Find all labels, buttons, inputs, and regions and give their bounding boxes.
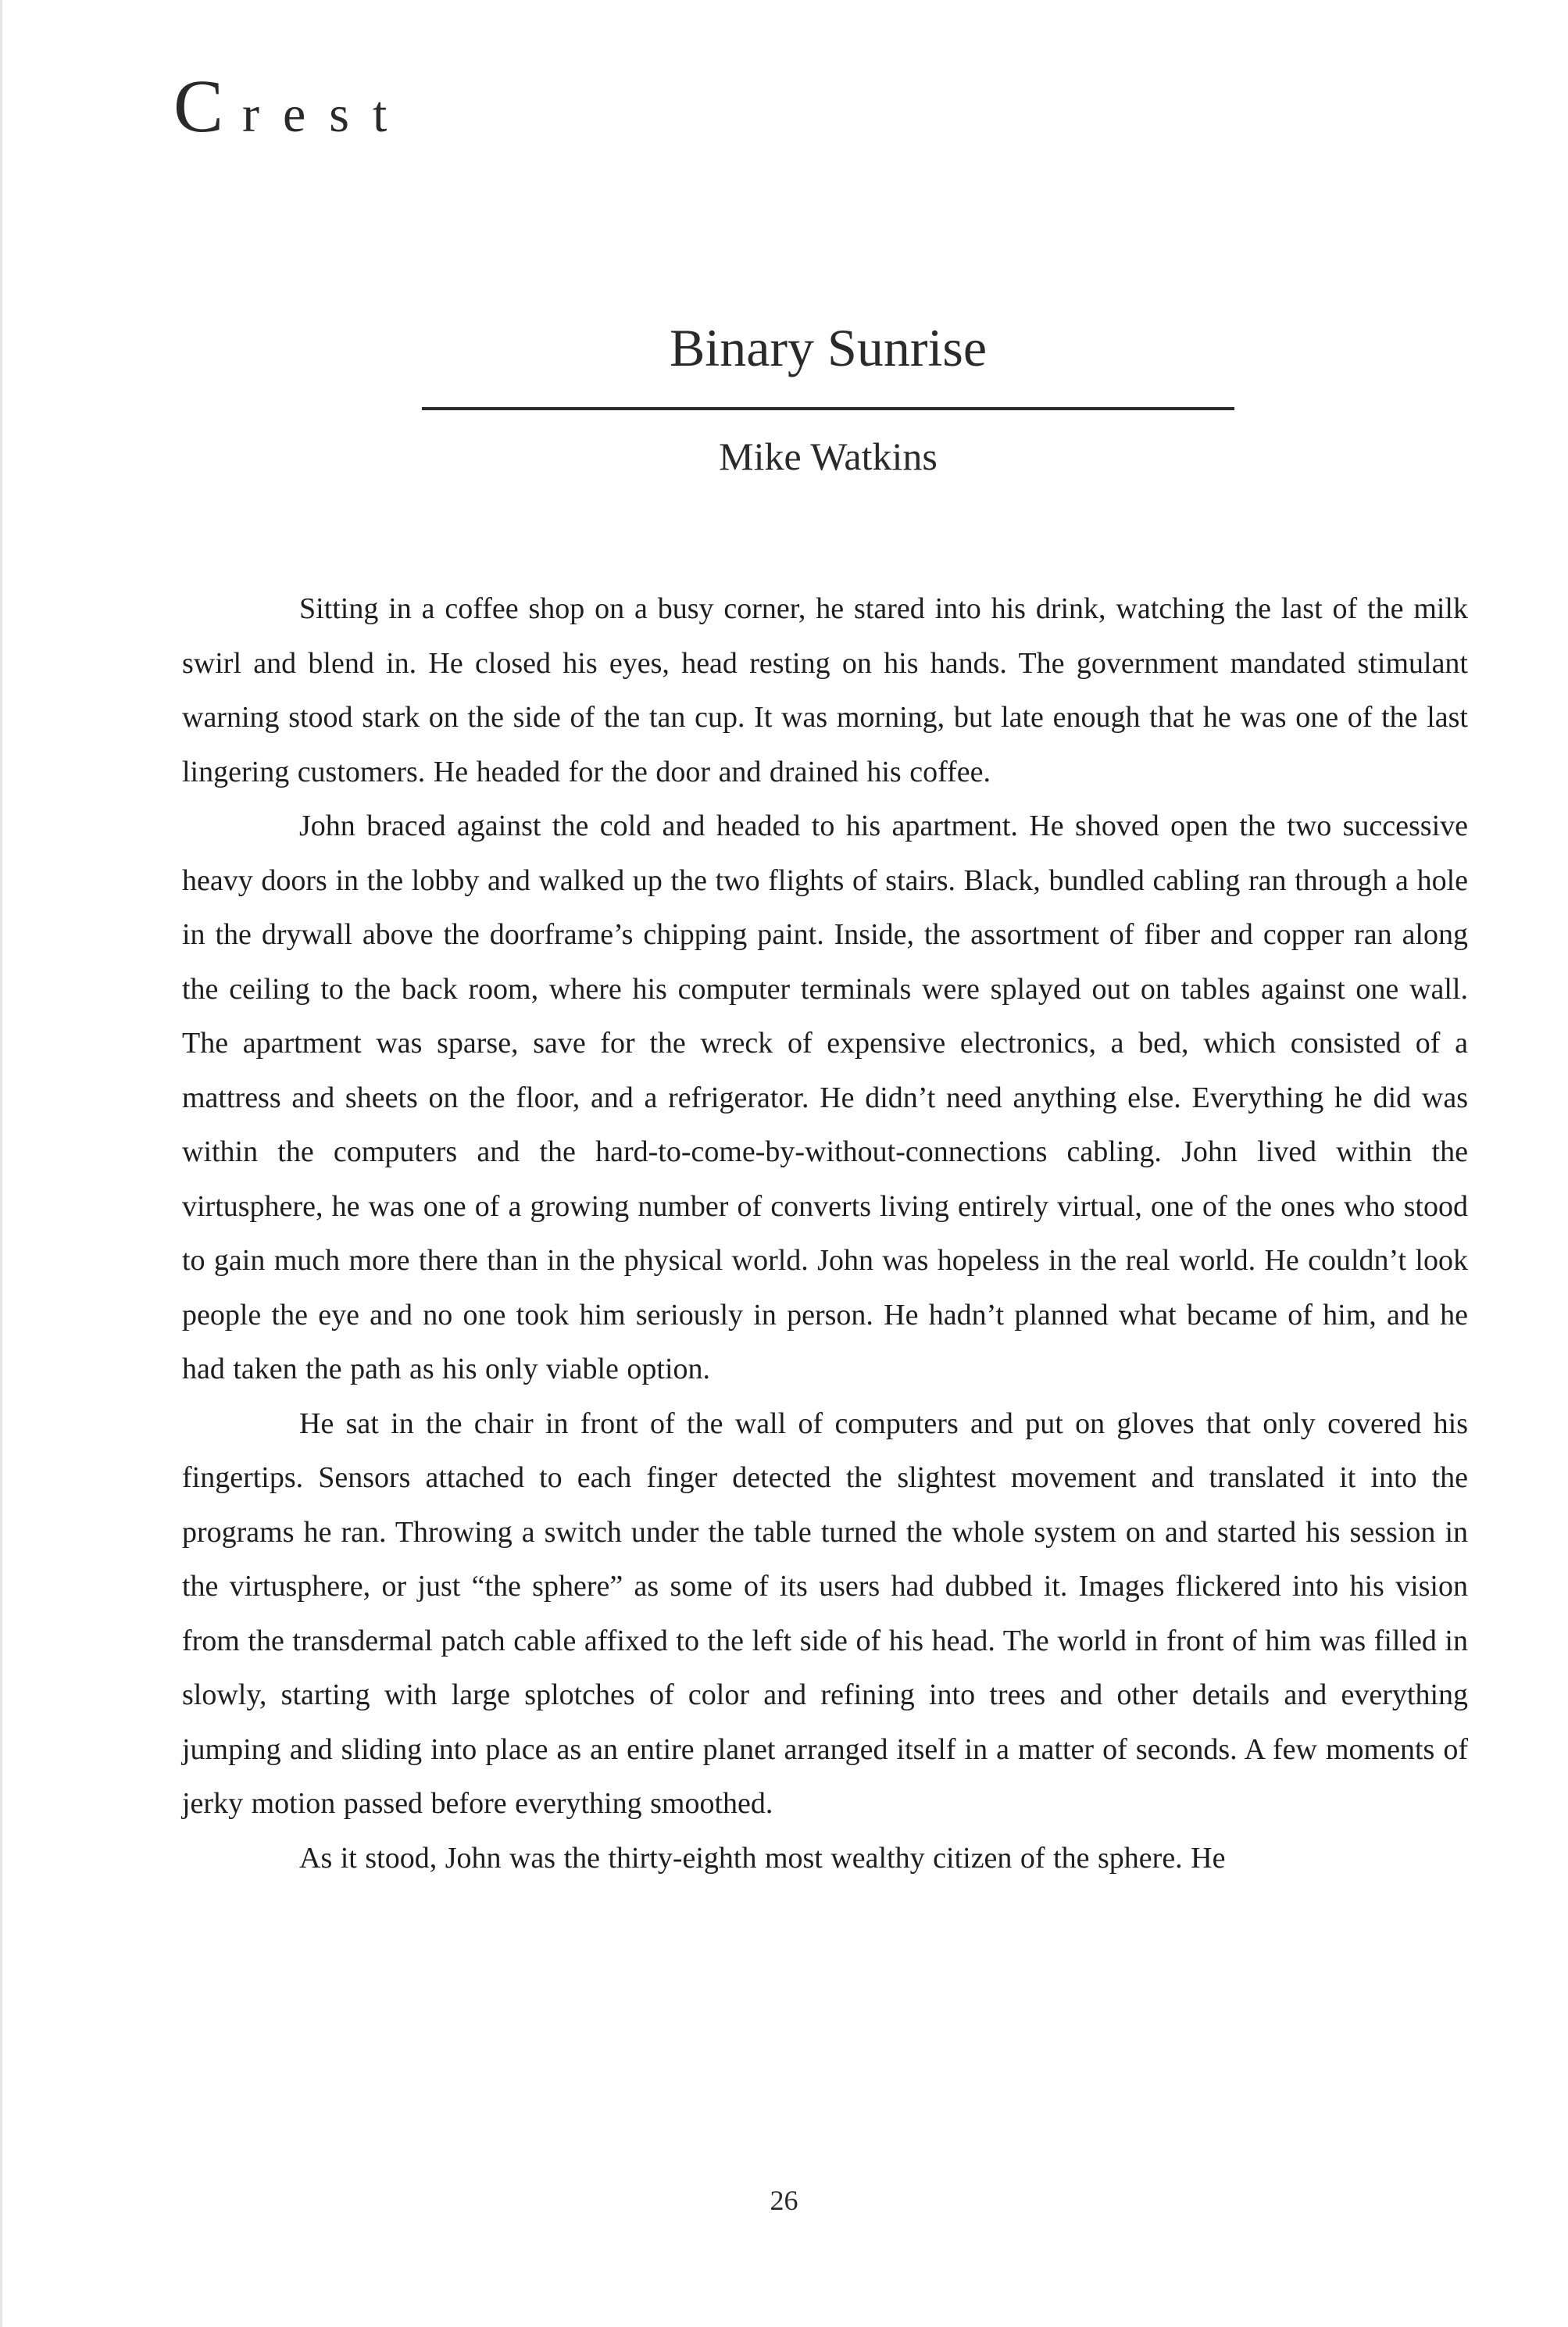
paragraph-1: Sitting in a coffee shop on a busy corner, he stared into his drink, watching the last of the milk swirl and blend in. He closed his eyes, head resting on his hands. The government mandated stimulant warning stood stark on the side of the tan cup. It was morning, but late enough that he was one of the last lingering customers. He headed for the door and drained his coffee. — [182, 592, 1468, 788]
paragraph-3: He sat in the chair in front of the wall of computers and put on gloves that only covered his fingertips. Sensors attached to each finger detected the slightest movement and translated it into the programs he ran. Throwing a switch under the table turned the whole system on and started his session in the virtusphere, or just “the sphere” as some of its users had dubbed it. Images flickered into his vision from the transdermal patch cable affixed to the left side of his head. The world in front of him was filled in slowly, starting with large splotches of color and refining into trees and other details and everything jumping and sliding into place as an entire planet arranged itself in a matter of seconds. A few moments of jerky motion passed before everything smoothed. — [182, 1407, 1468, 1820]
page-number: 26 — [770, 2185, 798, 2216]
paragraph-2: John braced against the cold and headed to his apartment. He shoved open the two successive heavy doors in the lobby and walked up the two flights of stairs. Black, bundled cabling ran through a hole in the drywall above the doorframe’s chipping paint. Inside, the assortment of fiber and copper ran along the ceiling to the back room, where his computer terminals were splayed out on tables against one wall. The apartment was sparse, save for the wreck of expensive electronics, a bed, which consisted of a mattress and sheets on the floor, and a refrigerator. He didn’t need anything else. Everything he did was within the computers and the hard-to-come-by-without-connections cabling. John lived within the virtusphere, he was one of a growing number of converts living entirely virtual, one of the ones who stood to gain much more there than in the physical world. John was hopeless in the real world. He couldn’t look people the eye and no one took him seriously in person. He hadn’t planned what became of him, and he had taken the path as his only viable option. — [182, 810, 1468, 1385]
page-edge — [0, 0, 2, 2327]
running-head-initial: C — [173, 64, 243, 148]
paragraph-4: As it stood, John was the thirty-eighth most wealthy citizen of the sphere. He — [299, 1841, 1226, 1875]
author-byline: Mike Watkins — [719, 434, 938, 478]
story-title: Binary Sunrise — [669, 318, 988, 377]
running-head — [173, 64, 411, 148]
title-rule — [422, 407, 1234, 410]
running-head-rest: rest — [242, 86, 411, 143]
story-body — [182, 582, 1468, 1886]
